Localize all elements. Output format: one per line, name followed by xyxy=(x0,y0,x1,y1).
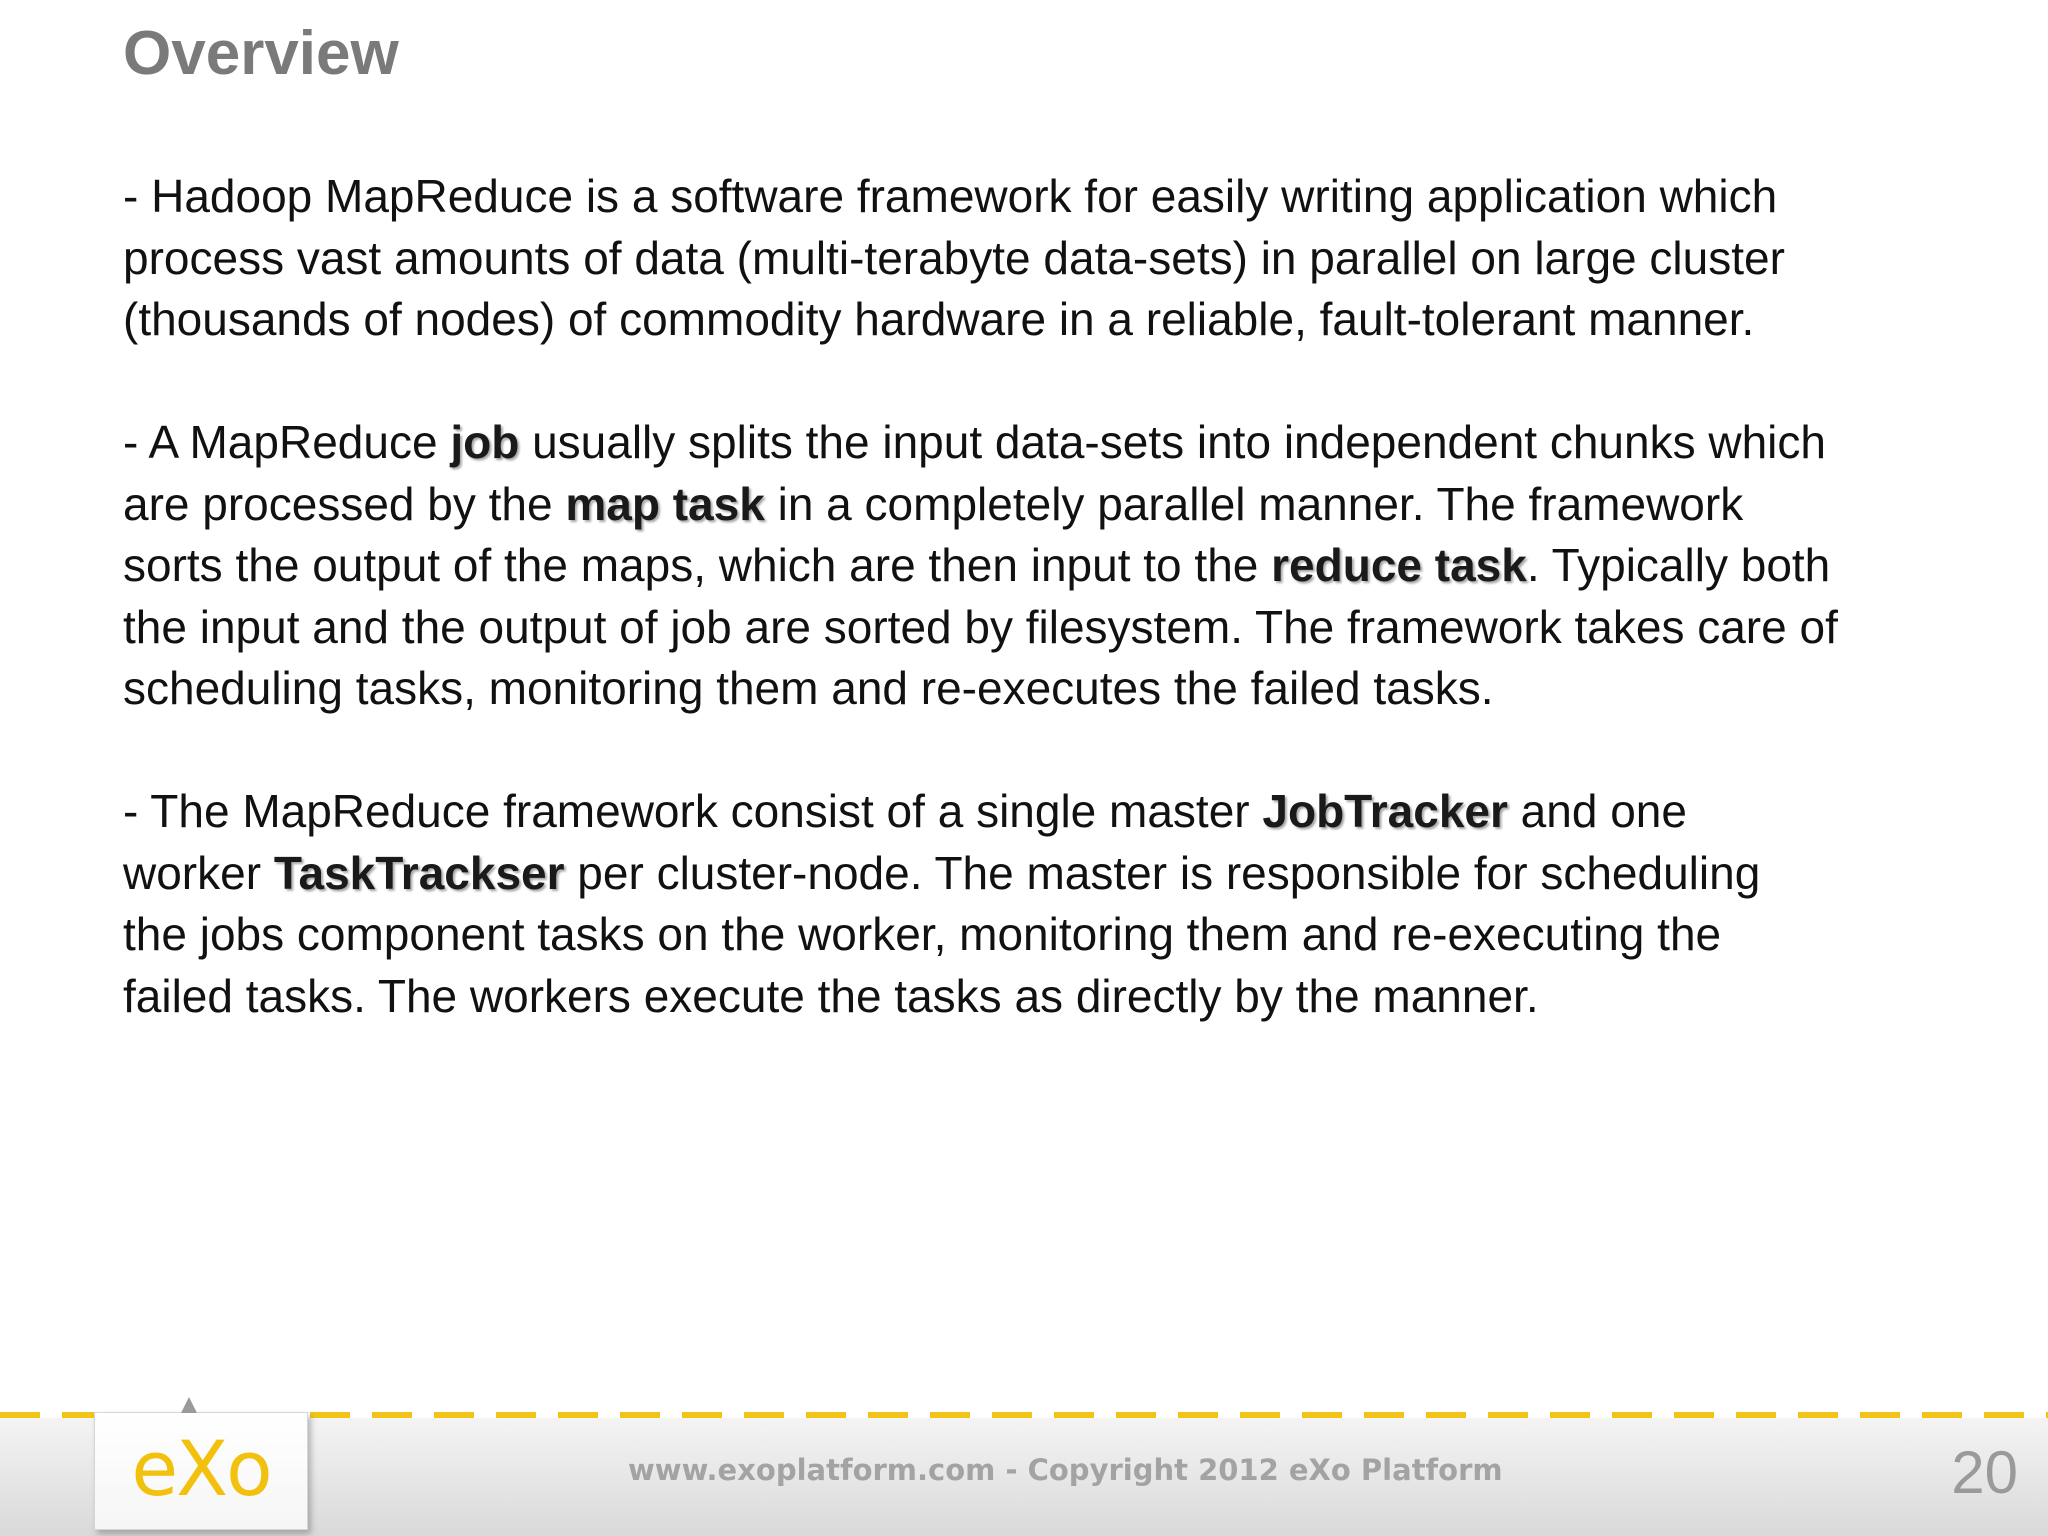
text-segment: scheduling tasks, monitoring them and re-executes the failed tasks. xyxy=(123,662,1494,714)
keyword: job xyxy=(450,416,520,468)
text-segment: worker xyxy=(123,846,274,899)
text-line xyxy=(123,781,2033,843)
copyright-text: www.exoplatform.com - Copyright 2012 eXo Platform xyxy=(628,1453,1503,1487)
keyword: reduce task xyxy=(1271,539,1527,591)
text-segment: usually splits the input data-sets into independent chunks which xyxy=(519,416,1826,468)
text-segment: are processed by the xyxy=(123,477,566,530)
paragraph xyxy=(123,781,2033,1027)
text-segment: . Typically both xyxy=(1526,539,1831,591)
slide-footer xyxy=(0,1410,2048,1536)
text-line xyxy=(123,228,2033,290)
text-line xyxy=(123,474,2033,536)
text-line xyxy=(123,597,2033,659)
text-line xyxy=(123,843,2033,905)
text-segment: sorts the output of the maps, which are then input to the xyxy=(123,539,1272,591)
text-line xyxy=(123,904,2033,966)
keyword: map task xyxy=(565,477,765,530)
text-line xyxy=(123,166,2033,228)
text-segment: the input and the output of job are sorted by filesystem. The framework takes care of xyxy=(123,600,1838,653)
text-segment: (thousands of nodes) of commodity hardware in a reliable, fault-tolerant manner. xyxy=(123,293,1755,345)
text-segment: process vast amounts of data (multi-terabyte data-sets) in parallel on large cluster xyxy=(123,231,1785,284)
text-segment: failed tasks. The workers execute the tasks as directly by the manner. xyxy=(123,969,1539,1022)
exo-logo xyxy=(94,1412,308,1530)
slide-title: Overview xyxy=(123,19,399,88)
text-segment: in a completely parallel manner. The framework xyxy=(764,477,1744,530)
text-segment: per cluster-node. The master is responsible for scheduling xyxy=(564,846,1761,899)
text-line xyxy=(123,412,2033,474)
keyword: JobTracker xyxy=(1262,785,1508,837)
slide-body xyxy=(123,166,2033,1089)
text-segment: the jobs component tasks on the worker, monitoring them and re-executing the xyxy=(123,908,1722,960)
keyword: TaskTrackser xyxy=(273,846,565,899)
text-line xyxy=(123,966,2033,1028)
text-segment: and one xyxy=(1507,785,1687,837)
text-line xyxy=(123,535,2033,597)
paragraph xyxy=(123,412,2033,720)
logo-text: eXo xyxy=(131,1424,271,1513)
text-line xyxy=(123,289,2033,351)
text-segment: - The MapReduce framework consist of a single master xyxy=(123,785,1263,837)
text-line xyxy=(123,658,2033,720)
text-segment: - Hadoop MapReduce is a software framework for easily writing application which xyxy=(123,170,1778,222)
page-number: 20 xyxy=(1951,1439,2018,1506)
paragraph xyxy=(123,166,2033,351)
logo-corner-icon xyxy=(181,1397,197,1413)
text-segment: - A MapReduce xyxy=(123,416,451,468)
